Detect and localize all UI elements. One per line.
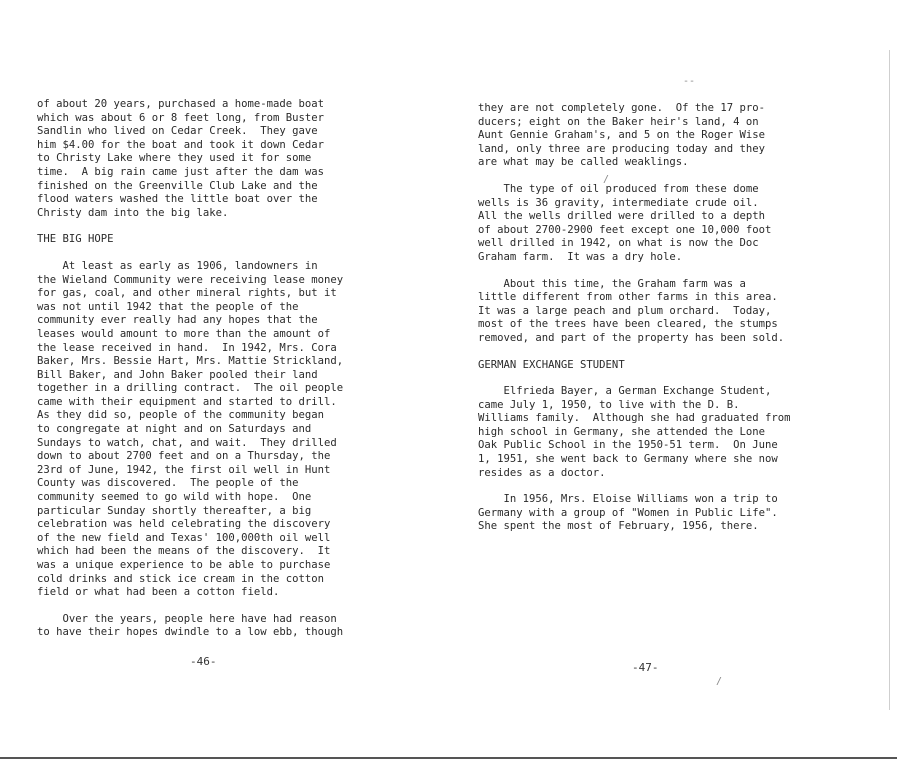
- section-heading: THE BIG HOPE: [37, 233, 114, 246]
- stray-mark: /: [716, 676, 723, 687]
- left-page: [37, 98, 377, 640]
- right-page: [478, 102, 813, 534]
- paragraph: Over the years, people here have had reason to have their hopes dwindle to a low ebb, though: [37, 612, 344, 639]
- section-heading: GERMAN EXCHANGE STUDENT: [478, 358, 625, 371]
- stray-mark: /: [603, 174, 610, 185]
- page-number: -47-: [632, 661, 659, 674]
- paragraph: The type of oil produced from these dome wells is 36 gravity, intermediate crude oil. All the wells drilled were drilled to a depth of about 2700-2900 feet except one 10,000 foot well drilled in 1942, on what is now the Doc Graham farm. It was a dry hole.: [478, 182, 772, 263]
- paragraph: At least as early as 1906, landowners in the Wieland Community were receiving lease money for gas, coal, and other mineral rights, but it was not until 1942 that the people of the community ever really had any hopes that the leases would amount to more than the amount of the lease received in hand. In 1942, Mrs. Cora Baker, Mrs. Bessie Hart, Mrs. Mattie Strickland, Bill Baker, and John Baker pooled their land together in a drilling contract. The oil people came with their equipment and started to drill. As they did so, people of the community began to congregate at night and on Saturdays and Sundays to watch, chat, and wait. They drilled down to about 2700 feet and on a Thursday, the 23rd of June, 1942, the first oil well in Hunt County was discovered. The people of the community seemed to go wild with hope. One particular Sunday shortly thereafter, a big celebration was held celebrating the discovery of the new field and Texas' 100,000th oil well which had been the means of the discovery. It was a unique experience to be able to purchase cold drinks and stick ice cream in the cotton field or what had been a cotton field.: [37, 259, 344, 599]
- paragraph: Elfrieda Bayer, a German Exchange Student, came July 1, 1950, to live with the D. B. Williams family. Although she had graduated from high school in Germany, she attended the Lone Oak Public School in the 1950-51 term. On June 1, 1951, she went back to Germany where she now resides as a doctor.: [478, 385, 791, 479]
- page-bottom-edge: [0, 757, 897, 759]
- paragraph: of about 20 years, purchased a home-made boat which was about 6 or 8 feet long, from Buster Sandlin who lived on Cedar Creek. They gave him $4.00 for the boat and took it down Cedar to Christy Lake where they used it for some time. A big rain came just after the dam was finished on the Greenville Club Lake and the flood waters washed the little boat over the Christy dam into the big lake.: [37, 98, 325, 219]
- paragraph: In 1956, Mrs. Eloise Williams won a trip to Germany with a group of "Women in Public Life". She spent the most of February, 1956, there.: [478, 493, 778, 533]
- page-edge-line: [889, 50, 890, 710]
- paragraph: they are not completely gone. Of the 17 pro- ducers; eight on the Baker heir's land, 4 on Aunt Gennie Graham's, and 5 on the Roger Wise land, only three are producing today and they are what may be called weaklings.: [478, 102, 766, 169]
- paragraph: About this time, the Graham farm was a little different from other farms in this area. It was a large peach and plum orchard. Today, most of the trees have been cleared, the stumps removed, and part of the property has been sold.: [478, 277, 785, 344]
- page-number: -46-: [190, 655, 217, 668]
- stray-mark: ‑‑: [683, 76, 696, 87]
